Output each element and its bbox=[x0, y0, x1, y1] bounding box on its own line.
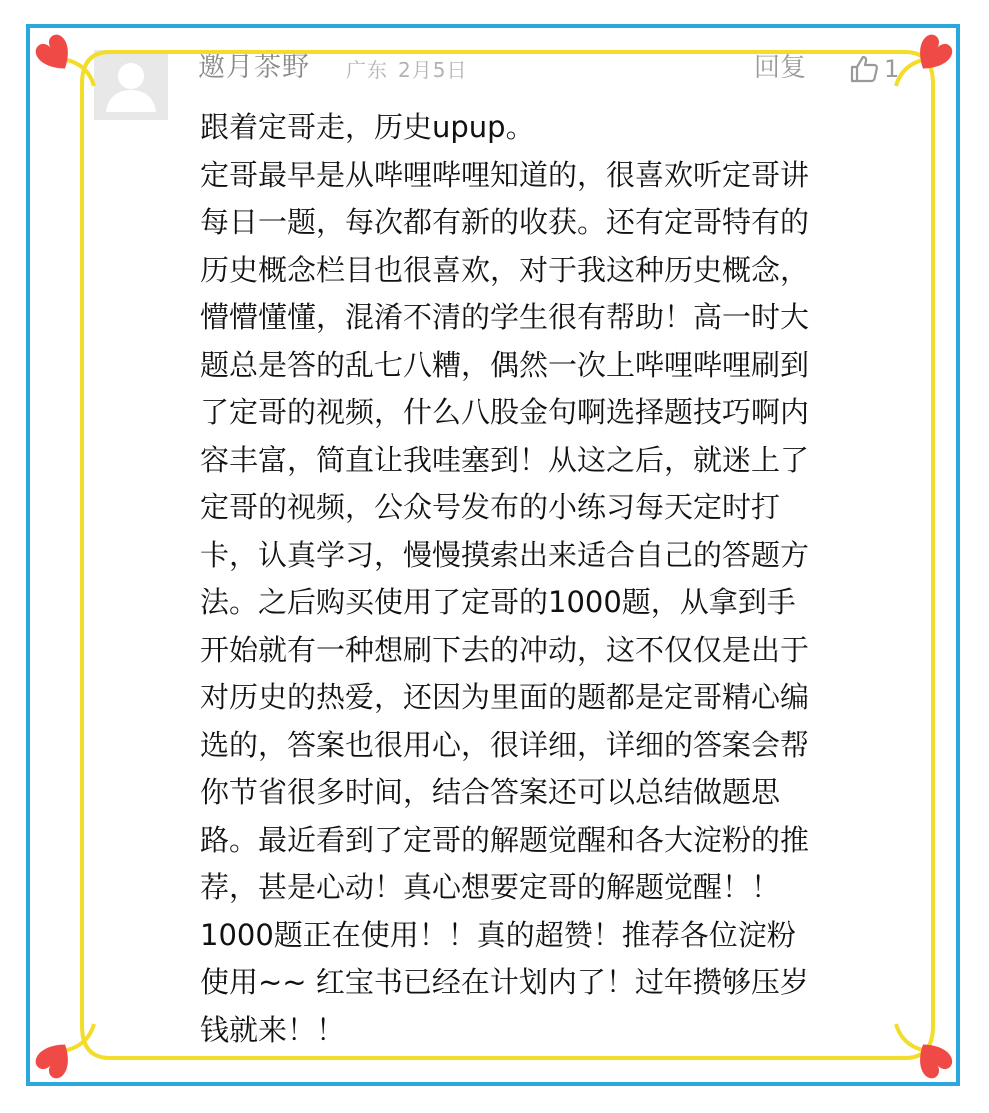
comment-line: 对历史的热爱，还因为里面的题都是定哥精心编 bbox=[200, 680, 810, 714]
comment-line: 懵懵懂懂，混淆不清的学生很有帮助！高一时大 bbox=[200, 300, 810, 334]
comment-line: 1000题正在使用！！真的超赞！推荐各位淀粉 bbox=[200, 917, 796, 952]
avatar[interactable] bbox=[94, 50, 168, 120]
comment-date: 2月5日 bbox=[398, 58, 468, 82]
comment-line: 定哥最早是从哔哩哔哩知道的，很喜欢听定哥讲 bbox=[200, 157, 810, 192]
like-count: 1 bbox=[884, 55, 900, 83]
comment-line: 卡，认真学习，慢慢摸索出来适合自己的答题方 bbox=[200, 537, 810, 572]
username[interactable]: 邀月茶野 bbox=[198, 52, 310, 83]
comment-meta bbox=[346, 55, 467, 85]
comment-line: 你节省很多时间，结合答案还可以总结做题思 bbox=[200, 775, 781, 809]
thumbs-up-icon bbox=[848, 53, 880, 85]
comment-line: 路。最近看到了定哥的解题觉醒和各大淀粉的推 bbox=[200, 822, 810, 857]
comment-line: 法。之后购买使用了定哥的1000题，从拿到手 bbox=[200, 585, 796, 619]
comment-line: 了定哥的视频，什么八股金句啊选择题技巧啊内 bbox=[200, 395, 810, 429]
default-avatar-icon bbox=[94, 50, 168, 120]
comment-line: 容丰富，简直让我哇塞到！从这之后，就迷上了 bbox=[200, 442, 810, 477]
comment-line: 钱就来！！ bbox=[200, 1012, 346, 1047]
comment-body bbox=[200, 104, 900, 1054]
comment-line: 荐，甚是心动！真心想要定哥的解题觉醒！！ bbox=[200, 870, 781, 904]
comment-line: 历史概念栏目也很喜欢，对于我这种历史概念， bbox=[200, 252, 810, 287]
reply-button[interactable]: 回复 bbox=[754, 53, 807, 83]
location-label: 广东 bbox=[346, 58, 388, 82]
comment-line: 跟着定哥走，历史upup。 bbox=[200, 110, 535, 144]
comment-line: 定哥的视频，公众号发布的小练习每天定时打 bbox=[200, 490, 781, 524]
comment-line: 使用~~ 红宝书已经在计划内了！过年攒够压岁 bbox=[200, 965, 809, 999]
comment-line: 开始就有一种想刷下去的冲动，这不仅仅是出于 bbox=[200, 632, 810, 667]
comment-line: 每日一题，每次都有新的收获。还有定哥特有的 bbox=[200, 205, 810, 239]
like-button[interactable] bbox=[848, 52, 899, 86]
comment-line: 题总是答的乱七八糟，偶然一次上哔哩哔哩刷到 bbox=[200, 347, 810, 382]
comment-line: 选的，答案也很用心，很详细，详细的答案会帮 bbox=[200, 727, 810, 762]
